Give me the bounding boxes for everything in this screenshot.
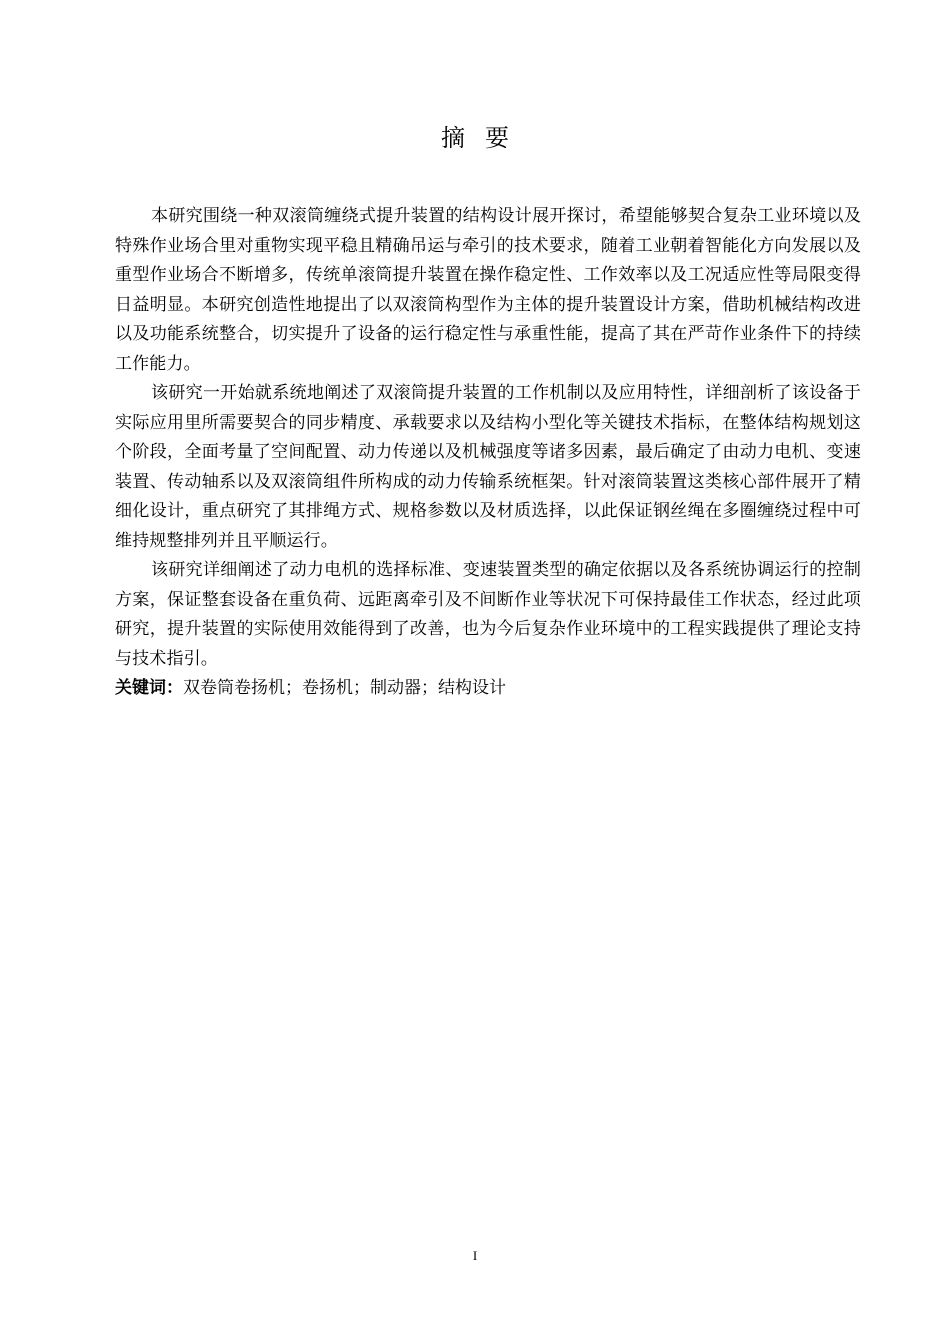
keywords-line (115, 674, 861, 704)
page-title: 摘要 (441, 124, 529, 152)
abstract-body (115, 202, 861, 704)
keywords-text: 双卷筒卷扬机；卷扬机；制动器；结构设计 (183, 678, 506, 698)
abstract-paragraph-1: 本研究围绕一种双滚筒缠绕式提升装置的结构设计展开探讨，希望能够契合复杂工业环境以及特殊作业场合里对重物实现平稳且精确吊运与牵引的技术要求，随着工业朝着智能化方向发展以及重型作业场合不断增多，传统单滚筒提升装置在操作稳定性、工作效率以及工况适应性等局限变得日益明显。本研究创造性地提出了以双滚筒构型作为主体的提升装置设计方案，借助机械结构改进以及功能系统整合，切实提升了设备的运行稳定性与承重性能，提高了其在严苛作业条件下的持续工作能力。 (115, 206, 861, 374)
keywords-label: 关键词： (115, 678, 183, 698)
abstract-paragraph-3: 该研究详细阐述了动力电机的选择标准、变速装置类型的确定依据以及各系统协调运行的控制方案，保证整套设备在重负荷、远距离牵引及不间断作业等状况下可保持最佳工作状态，经过此项研究，提升装置的实际使用效能得到了改善，也为今后复杂作业环境中的工程实践提供了理论支持与技术指引。 (115, 560, 861, 669)
page-number: I (472, 1248, 478, 1263)
abstract-paragraph-2: 该研究一开始就系统地阐述了双滚筒提升装置的工作机制以及应用特性，详细剖析了该设备于实际应用里所需要契合的同步精度、承载要求以及结构小型化等关键技术指标，在整体结构规划这个阶段，全面考量了空间配置、动力传递以及机械强度等诸多因素，最后确定了由动力电机、变速装置、传动轴系以及双滚筒组件所构成的动力传输系统框架。针对滚筒装置这类核心部件展开了精细化设计，重点研究了其排绳方式、规格参数以及材质选择，以此保证钢丝绳在多圈缠绕过程中可维持规整排列并且平顺运行。 (115, 383, 861, 551)
